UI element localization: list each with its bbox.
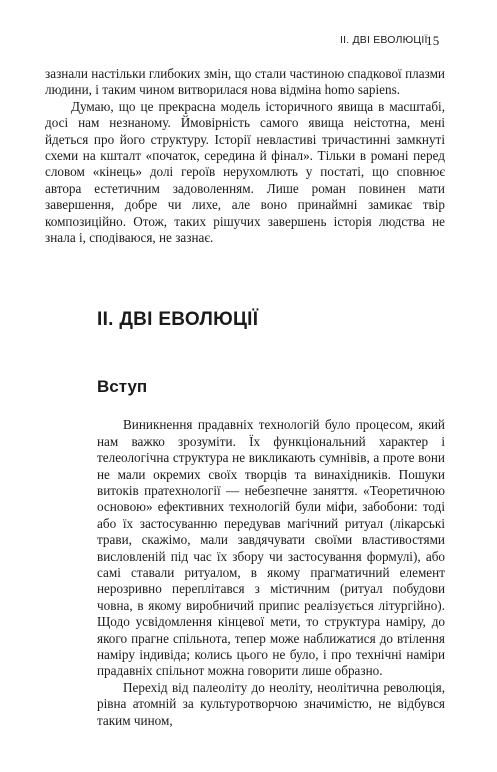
section-title: Вступ xyxy=(97,376,148,396)
page-body xyxy=(45,66,445,729)
body-paragraph: Перехід від палеоліту до неоліту, неолітична революція, рівна атомній за культуротворчою значимістю, не відбувся таким чином, xyxy=(97,679,445,728)
body-paragraph: зазнали настільки глибоких змін, що стали частиною спадкової плазми людини, і таким чином витворилася нова відміна homo sapiens. xyxy=(45,66,445,98)
page-number: 15 xyxy=(426,33,440,48)
chapter-title: II. ДВІ ЕВОЛЮЦІЇ xyxy=(97,309,259,331)
running-title: II. ДВІ ЕВОЛЮЦІЇ xyxy=(340,34,428,46)
body-paragraph: Виникнення прадавніх технологій було процесом, який нам важко зрозуміти. Їх функціональний характер і телеологічна структура не викликають сумнівів, а проте вони не мали окремих своїх творців та винахідників. Пошуки витоків пратехнології — небезпечне заняття. «Теоретичною основою» ефективних технологій були міфи, забобони: тоді або їх застосуванню передував магічний ритуал (лікарські трави, скажімо, мали завдячувати своїми властивостями висловленій під час їх збору чи застосування формулі), або самі ставали ритуалом, в якому прагматичний елемент нерозривно переплітався з містичним (ритуал побудови човна, в якому виробничий припис реалізується літургійно). Щодо усвідомлення кінцевої мети, то структура наміру, до якого прагне спільнота, тепер може наближатися до втілення наміру індивіда; колись цього не було, і про технічні наміри прадавніх спільнот можна говорити лише образно. xyxy=(97,417,445,679)
body-paragraph: Думаю, що це прекрасна модель історичного явища в масштабі, досі нам незнаному. Ймовірність самого явища неістотна, мені йдеться про його структуру. Історії невластиві тричастинні замкнуті схеми на кшталт «початок, середина й фінал». Тільки в романі перед словом «кінець» долі героїв нерухомлють у постаті, що сповнює автора естетичним задоволенням. Лише роман повинен мати завершення, добре чи лихе, але воно принаймні замикає твір композиційно. Отож, таких рішучих завершень історія людства не знала і, сподіваюся, не зазнає. xyxy=(45,98,445,246)
